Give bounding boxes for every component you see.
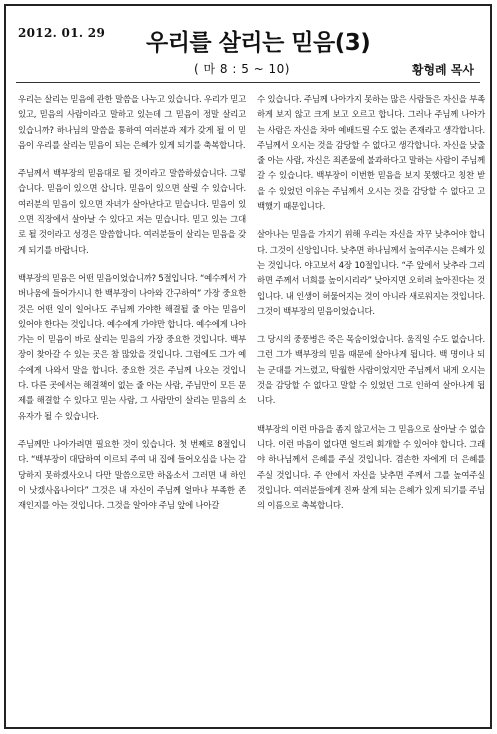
scripture-reference: ( 마 8 : 5 ~ 10) bbox=[194, 62, 290, 76]
sermon-title: 우리를 살리는 믿음(3) bbox=[146, 30, 371, 56]
bulletin-page bbox=[4, 4, 492, 729]
author-name: 황형례 목사 bbox=[411, 63, 474, 77]
date-label: 2012. 01. 29 bbox=[18, 26, 106, 40]
paragraph: 우리는 살리는 믿음에 관한 말씀을 나누고 있습니다. 우리가 믿고 있고, 믿음의 사람이라고 말하고 있는데 그 믿음이 정말 살리고 있습니까? 하나님의 말씀을 통하여 여러분과 제가 갖게 될 이 믿음이 우리를 살리는 믿음이 되는 은혜가 있게 되기를 축복합니다. bbox=[18, 94, 246, 150]
right-column bbox=[257, 92, 485, 526]
header-divider bbox=[16, 82, 480, 83]
paragraph: 백부장의 이런 마음을 좀지 않고서는 그 믿음으로 살아날 수 없습니다. 이런 마음이 없다면 얼드려 회개할 수 있어야 합니다. 그래야 하나님께서 은혜를 주실 것입니다. 겸손한 자에게 더 은혜를 주실 것입니다. 주 안에서 자신을 낮추면 주께서 그를 높여주실 것입니다. 여러분들에게 진짜 살게 되는 은혜가 있게 되기를 주님의 이름으로 축복합니다. bbox=[257, 423, 485, 511]
paragraph: 그 당시의 중풍병은 죽은 목숨이었습니다. 움직일 수도 없습니다. 그런 그가 백부장의 믿음 때문에 살아나게 됩니다. 백 명이나 되는 군대를 거느렸고, 탁월한 사람이었지만 주님께서 내게 오시는 것을 감당할 수 없다고 말할 수 있었던 그로 인하여 살아나게 됩니다. bbox=[257, 334, 485, 406]
left-column bbox=[18, 92, 246, 526]
paragraph: 주님께서 백부장의 믿음대로 될 것이라고 말씀하셨습니다. 그렇습니다. 믿음이 있으면 삽니다. 믿음이 있으면 살릴 수 있습니다. 여러분의 믿음이 있으면 자녀가 살아난다고 믿습니다. 믿음이 있으면 직장에서 살아날 수 있다고 저는 믿습니다. 믿고 있는 그대로 될 것이라고 성경은 말씀합니다. 여러분들이 살리는 믿음을 갖게 되기를 바랍니다. bbox=[18, 168, 246, 255]
paragraph: 살아나는 믿음을 가지기 위해 우리는 자신을 자꾸 낮추어야 합니다. 그것이 신앙입니다. 낮추면 하나님께서 높여주시는 은혜가 있는 것입니다. 야고보서 4장 10절입니다. “주 앞에서 낮추라 그리하면 주께서 너희를 높이시리라” 낮아지면 오히려 높아진다는 것입니다. 내 인생이 허물어지는 것이 아니라 새로워지는 것입니다. 그것이 백부장의 믿음이었습니다. bbox=[257, 229, 485, 316]
paragraph: 백부장의 믿음은 어떤 믿음이었습니까? 5절입니다. “예수께서 가버나움에 들어가시니 한 백부장이 나아와 간구하여” 가장 중요한 것은 어떤 일이 일어나도 주님께 가야한 해결될 줄 아는 믿음이 있어야 한다는 것입니다. 예수에게 가야만 합니다. 예수에게 나아가는 이 믿음이 바로 살리는 믿음의 가장 중요한 것입니다. 백부장이 찾아갈 수 있는 곳은 참 많았을 것입니다. 그럼에도 그가 예수에게 나와서 말을 합니다. 중요한 것은 주님께 나오는 것입니다. 다른 곳에서는 해결책이 없는 줄 아는 사람, 주님만이 모든 문제를 해결할 수 있다고 믿는 사람, 그 사람만이 살리는 믿음의 소유자가 될 수 있습니다. bbox=[18, 272, 247, 421]
paragraph: 수 있습니다. 주님께 나아가지 못하는 많은 사람들은 자신을 부족하게 보지 않고 크게 보고 오르고 합니다. 그러나 주님께 나아가는 사람은 자신을 차마 예배드릴 수도 없는 존재라고 생각합니다. 주님께서 오시는 것을 감당할 수 없다고 생각합니다. 자신을 낮출 줄 아는 사람, 자신은 죄존물에 불과하다고 말하는 사람이 주님께 갈 수 있습니다. 백부장이 이번한 믿음을 보지 못했다고 칭찬 받을 수 있었던 이유는 주님께서 오시는 것을 감당할 수 없다고 고백했기 때문입니다. bbox=[257, 94, 485, 212]
paragraph: 주님께만 나아가려면 필요한 것이 있습니다. 첫 번째로 8절입니다. “백부장이 대답하여 이르되 주여 내 집에 들어오심을 나는 감당하지 못하겠사오니 다만 말씀으로만 하옵소서 그러면 내 하인이 낫겠사옵나이다” 그것은 내 자신이 주님께 얼마나 부족한 존재인지를 아는 것입니다. 그것을 알아야 주님 앞에 나아갈 bbox=[18, 438, 246, 511]
